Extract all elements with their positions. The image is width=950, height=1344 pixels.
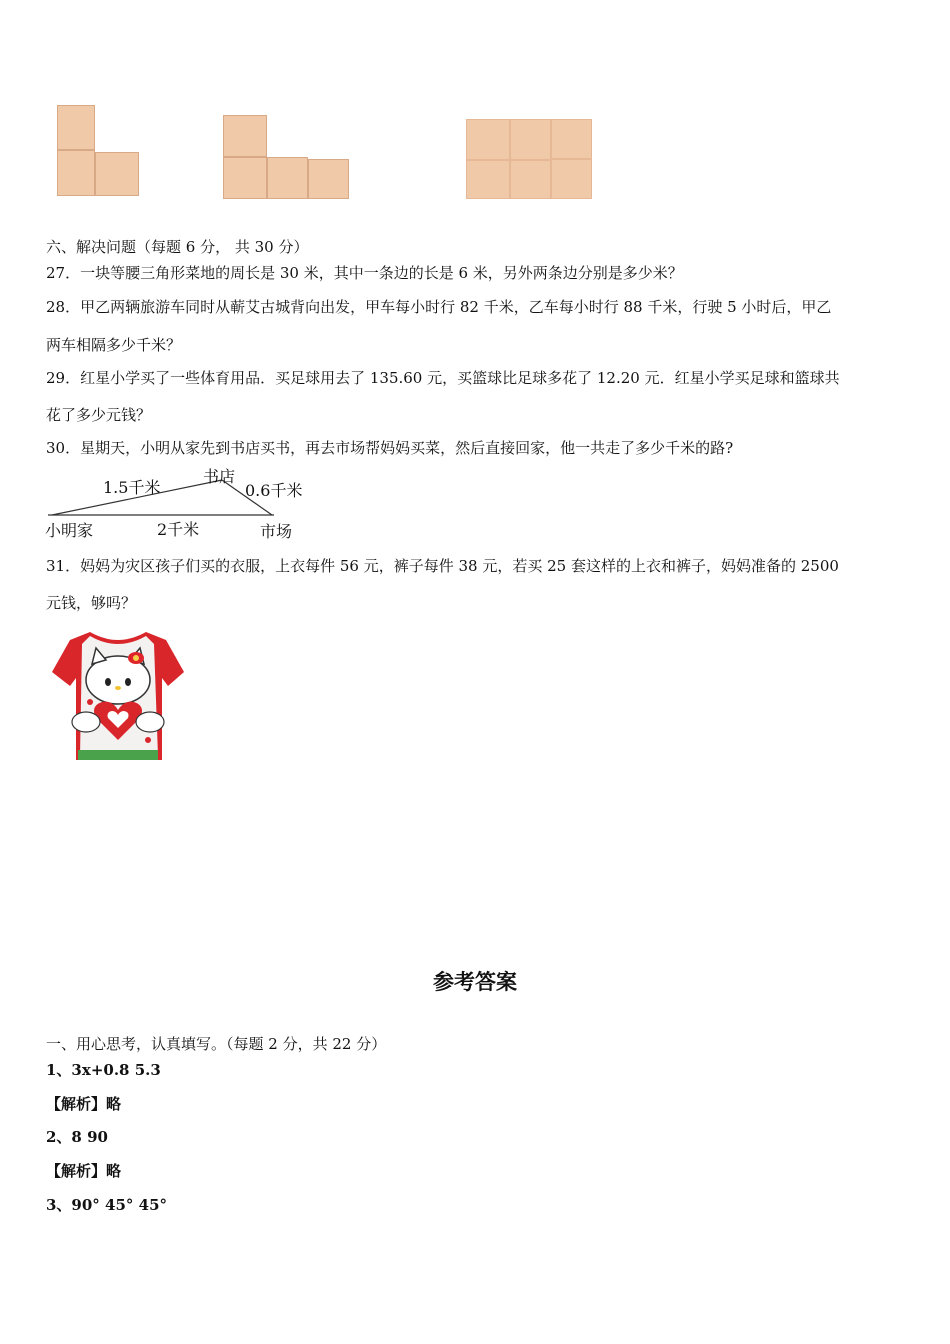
route-diagram <box>40 462 330 542</box>
label-bookstore: 书店 <box>203 467 236 486</box>
label-bookstore-to-market: 0.6千米 <box>245 481 303 500</box>
label-market: 市场 <box>260 522 293 541</box>
answers-title: 参考答案 <box>433 970 517 994</box>
question-29-line-1: 29．红星小学买了一些体育用品．买足球用去了 135.60 元，买篮球比足球多花了 12.20 元．红星小学买足球和篮球共 <box>46 369 840 387</box>
question-31-line-1: 31．妈妈为灾区孩子们买的衣服，上衣每件 56 元，裤子每件 38 元，若买 25 套这样的上衣和裤子，妈妈准备的 2500 <box>46 557 839 575</box>
section-6-header: 六、解决问题（每题 6 分， 共 30 分） <box>46 238 309 256</box>
answer-1-note: 【解析】略 <box>46 1095 122 1113</box>
answer-2: 2、8 90 <box>46 1128 108 1146</box>
question-28-line-1: 28．甲乙两辆旅游车同时从蕲艾古城背向出发，甲车每小时行 82 千米，乙车每小时行 88 千米，行驶 5 小时后，甲乙 <box>46 298 832 316</box>
answer-1: 1、3x+0.8 5.3 <box>46 1061 161 1079</box>
answer-2-note: 【解析】略 <box>46 1162 122 1180</box>
question-28-line-2: 两车相隔多少千米？ <box>46 336 182 354</box>
question-27: 27．一块等腰三角形菜地的周长是 30 米，其中一条边的长是 6 米，另外两条边分别是多少米？ <box>46 264 683 282</box>
label-home-to-market: 2千米 <box>157 520 200 539</box>
label-home-to-bookstore: 1.5千米 <box>103 478 161 497</box>
question-30: 30．星期天，小明从家先到书店买书，再去市场帮妈妈买菜，然后直接回家，他一共走了多少千米的路? <box>46 439 734 457</box>
answers-section-1-header: 一、用心思考，认真填写。（每题 2 分，共 22 分） <box>46 1035 387 1053</box>
question-31-line-2: 元钱，够吗？ <box>46 594 137 612</box>
tshirt-image <box>50 628 186 764</box>
question-29-line-2: 花了多少元钱？ <box>46 406 152 424</box>
label-home: 小明家 <box>45 521 94 540</box>
answer-3: 3、90° 45° 45° <box>46 1196 168 1214</box>
